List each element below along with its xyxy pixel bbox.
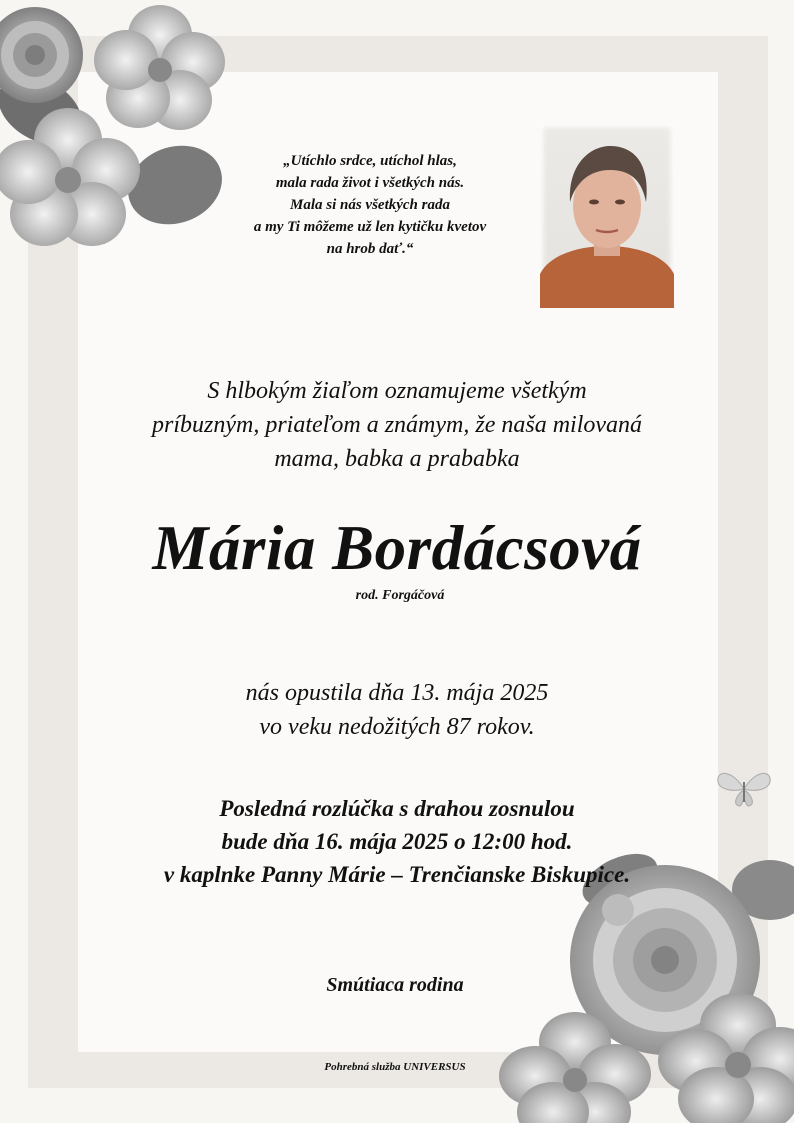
deceased-name: Mária Bordácsová — [152, 513, 642, 583]
family-signature: Smútiaca rodina — [326, 974, 464, 996]
announcement-line: S hlbokým žiaľom oznamujeme všetkým — [207, 378, 587, 404]
flowers-decoration-top-left — [0, 0, 240, 260]
memorial-quote — [210, 150, 530, 260]
funeral-line: v kaplnke Panny Márie – Trenčianske Biskupice. — [163, 862, 631, 887]
death-notice-line: nás opustila dňa 13. mája 2025 — [245, 680, 549, 706]
funeral-details — [90, 792, 704, 891]
butterfly-icon — [712, 764, 776, 814]
maiden-name: rod. Forgáčová — [355, 588, 445, 603]
quote-line: na hrob dať.“ — [326, 241, 414, 257]
funeral-line: bude dňa 16. mája 2025 o 12:00 hod. — [221, 829, 573, 854]
funeral-service-footer: Pohrebná služba UNIVERSUS — [324, 1061, 466, 1073]
announcement-text — [100, 374, 694, 476]
portrait-photo — [540, 124, 674, 308]
death-notice-line: vo veku nedožitých 87 rokov. — [259, 714, 535, 740]
death-notice — [100, 676, 694, 744]
quote-line: „Utíchlo srdce, utíchol hlas, — [283, 153, 457, 169]
quote-line: a my Ti môžeme už len kytičku kvetov — [253, 219, 487, 235]
funeral-line: Posledná rozlúčka s drahou zosnulou — [219, 796, 575, 821]
announcement-line: mama, babka a prababka — [274, 446, 520, 472]
announcement-line: príbuzným, priateľom a známym, že naša milovaná — [151, 412, 643, 438]
quote-line: mala rada život i všetkých nás. — [275, 175, 465, 191]
quote-line: Mala si nás všetkých rada — [289, 197, 450, 213]
